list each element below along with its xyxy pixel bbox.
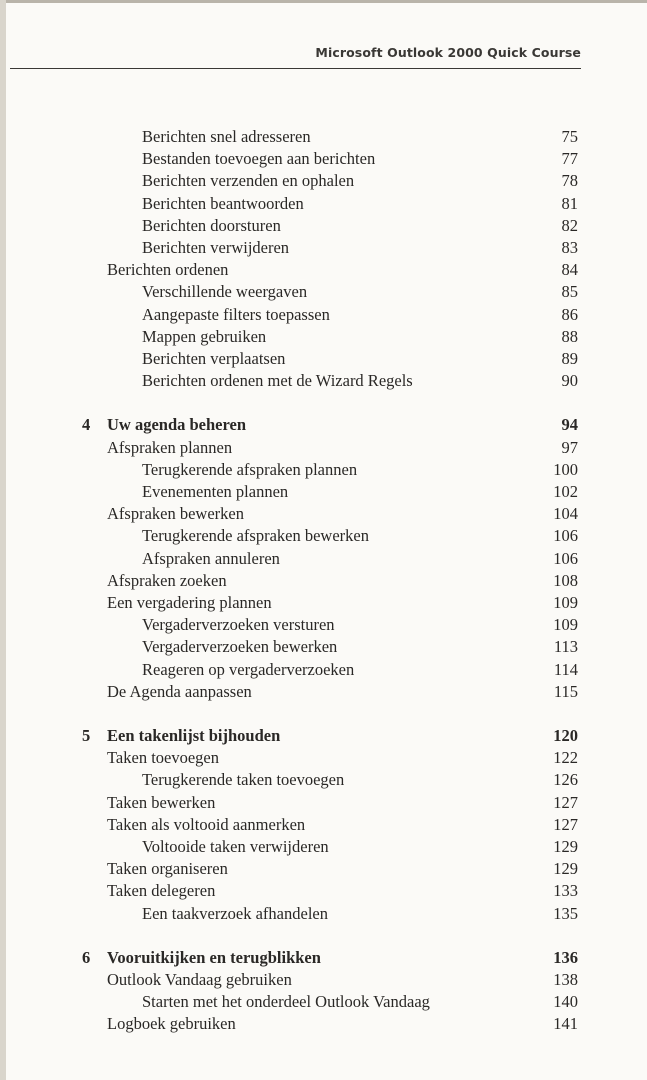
entry-title: Reageren op vergaderverzoeken	[142, 659, 355, 679]
entry-title: Evenementen plannen	[142, 482, 289, 501]
toc-entry	[0, 193, 647, 215]
toc-entry	[0, 304, 647, 326]
toc-entry	[0, 126, 647, 148]
entry-title: Voltooide taken verwijderen	[142, 837, 329, 856]
page-number: 115	[553, 681, 578, 701]
chapter-number: 6	[82, 947, 91, 967]
toc-entry	[0, 769, 647, 791]
toc-entry	[0, 880, 647, 902]
toc-entry	[0, 792, 647, 814]
entry-title: Taken organiseren	[107, 859, 228, 879]
page-number: 129	[553, 859, 578, 879]
entry-title: Starten met het onderdeel Outlook Vandaag	[142, 992, 430, 1012]
entry-title: Afspraken plannen	[107, 437, 233, 457]
entry-title: Een takenlijst bijhouden	[107, 726, 281, 745]
entry-title: Berichten verplaatsen	[142, 349, 286, 368]
entry-title: Terugkerende afspraken bewerken	[142, 526, 369, 546]
toc-entry	[0, 170, 647, 192]
page-number: 94	[561, 415, 578, 435]
entry-title: Taken bewerken	[107, 792, 216, 812]
page-number: 126	[553, 770, 578, 790]
page-number: 90	[561, 371, 578, 391]
toc-entry	[0, 592, 647, 614]
entry-title: Berichten ordenen met de Wizard Regels	[142, 371, 413, 391]
toc-entry	[0, 281, 647, 303]
page-number: 138	[553, 970, 578, 989]
chapter-entry	[0, 947, 647, 969]
entry-title: De Agenda aanpassen	[107, 681, 252, 701]
toc-entry	[0, 548, 647, 570]
toc-entry	[0, 747, 647, 769]
page-number: 108	[553, 570, 578, 590]
toc-entry	[0, 836, 647, 858]
entry-title: Een vergadering plannen	[107, 593, 272, 612]
entry-title: Afspraken zoeken	[107, 570, 227, 590]
entry-title: Outlook Vandaag gebruiken	[107, 970, 292, 989]
entry-title: Afspraken annuleren	[142, 548, 280, 568]
toc-entry	[0, 481, 647, 503]
entry-title: Bestanden toevoegen aan berichten	[142, 149, 376, 169]
page-number: 114	[553, 659, 578, 679]
entry-title: Berichten snel adresseren	[142, 127, 311, 146]
chapter-entry	[0, 725, 647, 747]
entry-title: Vergaderverzoeken bewerken	[142, 637, 338, 657]
entry-title: Verschillende weergaven	[142, 282, 308, 302]
page-number: 86	[561, 304, 578, 324]
book-title: Microsoft Outlook 2000 Quick Course	[315, 45, 581, 60]
entry-title: Terugkerende afspraken plannen	[142, 459, 358, 479]
toc-entry	[0, 1013, 647, 1035]
entry-title: Taken delegeren	[107, 881, 216, 901]
page-number: 85	[561, 282, 578, 302]
entry-title: Mappen gebruiken	[142, 326, 267, 346]
entry-title: Taken toevoegen	[107, 748, 220, 768]
toc-entry	[0, 614, 647, 636]
toc-entry	[0, 969, 647, 991]
page-number: 127	[553, 814, 578, 834]
page-number: 75	[561, 127, 578, 146]
chapter-number: 5	[82, 726, 91, 745]
entry-title: Uw agenda beheren	[107, 415, 247, 435]
toc-entry	[0, 215, 647, 237]
page-number: 88	[561, 326, 578, 346]
entry-title: Afspraken bewerken	[107, 504, 244, 524]
entry-title: Logboek gebruiken	[107, 1014, 236, 1034]
page-number: 97	[561, 437, 578, 457]
entry-title: Berichten doorsturen	[142, 215, 281, 235]
page-number: 102	[553, 482, 578, 501]
toc-entry	[0, 370, 647, 392]
page-number: 100	[553, 459, 578, 479]
chapter-number: 4	[82, 415, 91, 435]
entry-title: Een taakverzoek afhandelen	[142, 903, 328, 923]
page-number: 136	[553, 947, 578, 967]
toc-entry	[0, 570, 647, 592]
page-number: 113	[553, 637, 578, 657]
page-number: 122	[553, 748, 578, 768]
toc-entry	[0, 326, 647, 348]
toc-entry	[0, 636, 647, 658]
page-number: 127	[553, 792, 578, 812]
entry-title: Vergaderverzoeken versturen	[142, 615, 335, 635]
toc-entry	[0, 814, 647, 836]
page-number: 78	[561, 171, 578, 191]
page-number: 106	[553, 548, 578, 568]
page-number: 104	[553, 504, 578, 524]
entry-title: Taken als voltooid aanmerken	[107, 814, 306, 834]
entry-title: Berichten ordenen	[107, 260, 229, 280]
toc-entry	[0, 681, 647, 703]
page-number: 141	[553, 1014, 578, 1034]
running-header	[10, 44, 581, 69]
page-number: 89	[561, 349, 578, 368]
toc-entry	[0, 659, 647, 681]
page-number: 109	[553, 593, 578, 612]
toc-entry	[0, 348, 647, 370]
entry-title: Aangepaste filters toepassen	[142, 304, 330, 324]
toc-entry	[0, 237, 647, 259]
toc-entry	[0, 991, 647, 1013]
toc-entry	[0, 259, 647, 281]
page-number: 140	[553, 992, 578, 1012]
entry-title: Berichten verwijderen	[142, 238, 290, 257]
page-number: 82	[561, 215, 578, 235]
toc-entry	[0, 503, 647, 525]
entry-title: Berichten verzenden en ophalen	[142, 171, 355, 191]
page-number: 135	[553, 903, 578, 923]
toc-entry	[0, 459, 647, 481]
page-number: 81	[561, 193, 578, 213]
page-edge-top	[0, 0, 647, 3]
page-number: 83	[561, 238, 578, 257]
page-number: 109	[553, 615, 578, 635]
toc-entry	[0, 903, 647, 925]
toc-entry	[0, 437, 647, 459]
page-number: 133	[553, 881, 578, 901]
toc-entry	[0, 148, 647, 170]
toc-entry	[0, 525, 647, 547]
chapter-entry	[0, 414, 647, 436]
page-number: 120	[553, 726, 578, 745]
entry-title: Terugkerende taken toevoegen	[142, 770, 345, 790]
page-number: 129	[553, 837, 578, 856]
entry-title: Vooruitkijken en terugblikken	[107, 947, 321, 967]
entry-title: Berichten beantwoorden	[142, 193, 304, 213]
toc-entry	[0, 858, 647, 880]
page-number: 106	[553, 526, 578, 546]
page-number: 77	[561, 149, 578, 169]
page-number: 84	[561, 260, 578, 280]
